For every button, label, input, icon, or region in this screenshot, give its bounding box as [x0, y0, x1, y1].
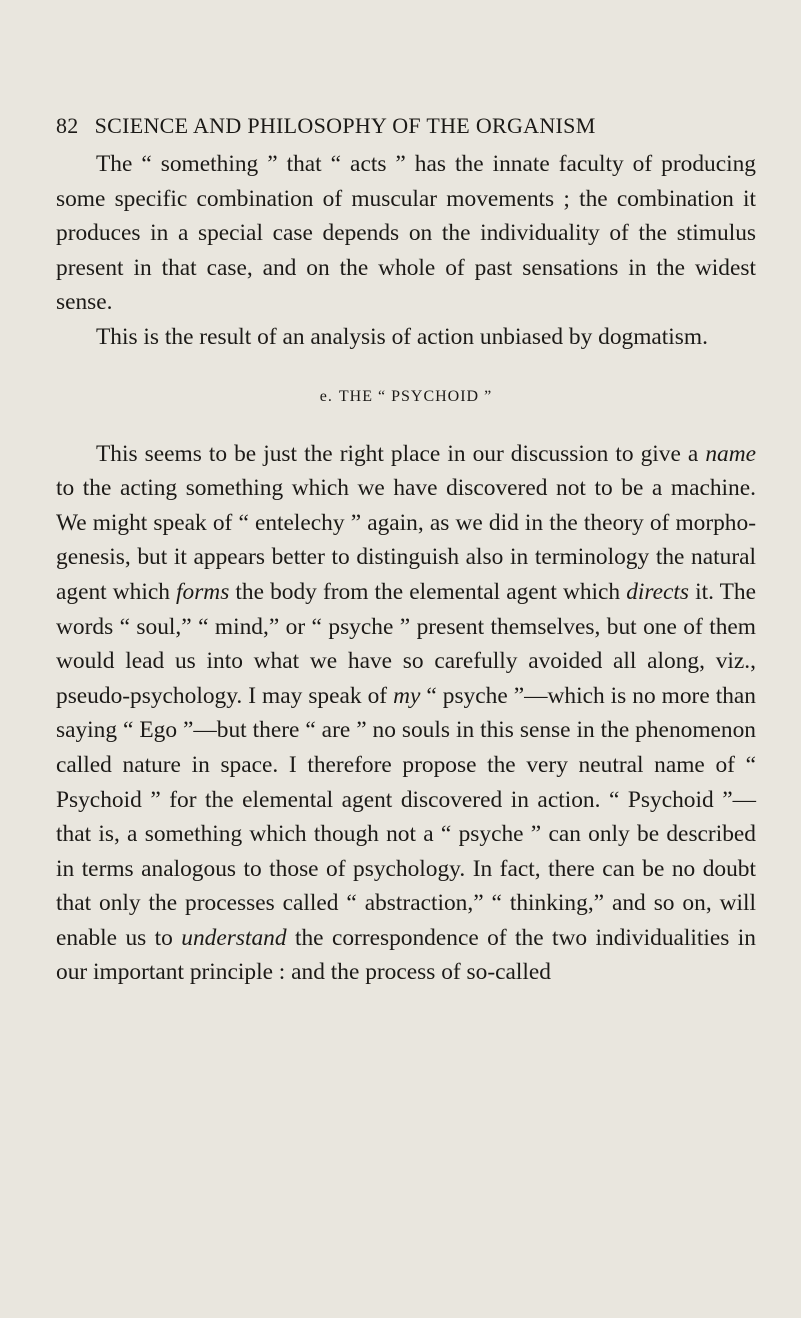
emphasis-directs: directs [626, 578, 690, 605]
section-label: e. [319, 387, 333, 405]
emphasis-forms: forms [176, 578, 230, 605]
page-number: 82 [56, 113, 79, 138]
emphasis-name: name [705, 440, 756, 467]
paragraph-3-segment: “ psyche ”—which is no more than saying “ Ego ”—but there “ are ” no souls in this sense in the phenomenon called nature in space. I therefore propose the very neutral name of “ Psychoid ” for the elemental agent discovered in action. “ Psychoid ”—that is, a something which though not a “ psyche ” can only be described in terms analogous to those of psychology. In fact, there can be no doubt that only the processes called “ abstraction,” “ thinking,” and so on, will enable us to [56, 682, 756, 951]
paragraph-3 [56, 437, 756, 991]
section-heading [56, 387, 756, 407]
emphasis-understand: understand [181, 924, 287, 951]
paragraph-3-segment: This seems to be just the right place in our discussion to give a [96, 440, 706, 467]
paragraph-3-segment: it. The words “ soul,” “ mind,” or “ psyche ” present themselves, but one of them would lead us into what we have so carefully avoided all along, viz., pseudo-psychology. I may speak of [56, 578, 756, 709]
paragraph-3-segment: to the acting something which we have discovered not to be a machine. We might speak of “ entelechy ” again, as we did in the theory of morphogenesis, but it appears better to distinguish also in terminology the natural agent which [56, 475, 756, 605]
paragraph-2: This is the result of an analysis of action unbiased by dogmatism. [96, 323, 708, 350]
running-title: SCIENCE AND PHILOSOPHY OF THE ORGANISM [94, 113, 596, 138]
emphasis-my: my [393, 682, 421, 709]
paragraph-3-segment: the body from the elemental agent which [229, 578, 627, 605]
paragraph-3-segment: the correspondence of the two individualities in our important principle : and the process of so-called [56, 924, 756, 986]
running-head [56, 113, 756, 139]
section-title: THE “ PSYCHOID ” [338, 387, 493, 405]
body-text [56, 147, 756, 990]
paragraph-1: The “ something ” that “ acts ” has the innate faculty of producing some specific combination of muscular movements ; the combination it produces in a special case depends on the individuality of the stimulus present in that case, and on the whole of past sensations in the widest sense. [56, 151, 756, 316]
